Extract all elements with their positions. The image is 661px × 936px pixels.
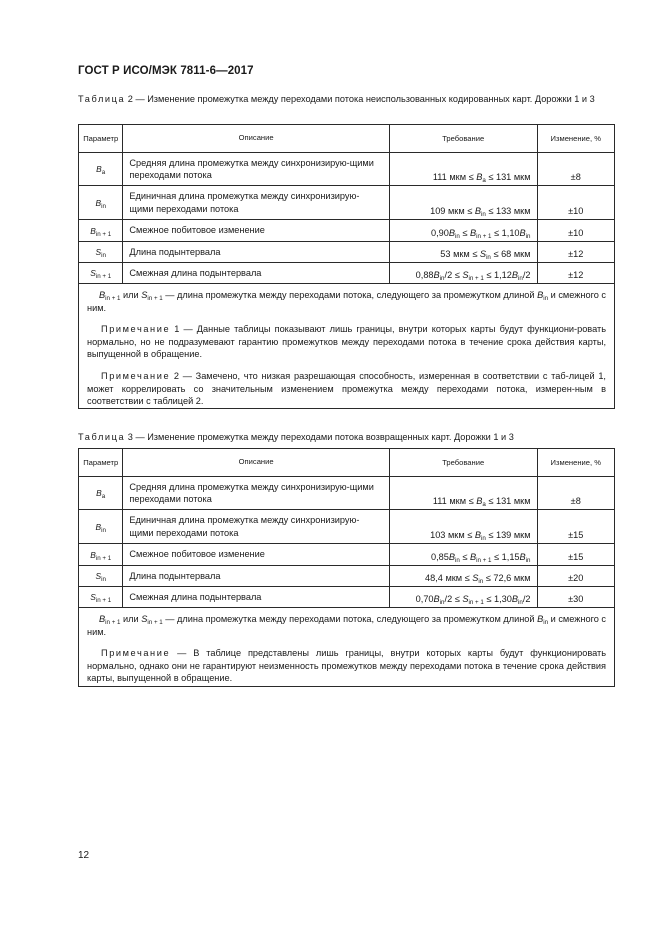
table-row bbox=[79, 544, 615, 566]
param-cell: $B_{in + 1}$ bbox=[79, 544, 123, 566]
param-cell: $S_{in}$ bbox=[79, 566, 123, 587]
table3-caption-prefix: Таблица bbox=[78, 432, 126, 442]
table2-notes bbox=[79, 284, 615, 409]
table3-header-change: Изменение, % bbox=[537, 449, 614, 477]
req-cell: 103 мкм ≤ $B_{in} \le 139$ мкм bbox=[389, 510, 537, 544]
table2-note-main: $B_{in + 1}$ или $S_{in + 1}$ — длина промежутка между переходами потока, следующего за промежутком длиной $B_{in}$ и смежного с ним. bbox=[87, 290, 606, 313]
req-cell: 111 мкм ≤ $B_a \le 131$ мкм bbox=[389, 477, 537, 510]
desc-cell: Средняя длина промежутка между синхронизирую-щими переходами потока bbox=[123, 153, 389, 186]
page-number: 12 bbox=[78, 850, 90, 861]
table2-header-desc: Описание bbox=[123, 125, 389, 153]
table2-caption-prefix: Таблица bbox=[78, 94, 126, 104]
desc-cell: Смежное побитовое изменение bbox=[123, 220, 389, 242]
table2-header-change: Изменение, % bbox=[537, 125, 614, 153]
table-row bbox=[79, 510, 615, 544]
table-row bbox=[79, 220, 615, 242]
change-cell: ±15 bbox=[537, 544, 614, 566]
param-cell: $S_{in + 1}$ bbox=[79, 587, 123, 608]
table-row bbox=[79, 477, 615, 510]
desc-cell: Длина подынтервала bbox=[123, 242, 389, 263]
change-cell: ±8 bbox=[537, 153, 614, 186]
param-cell: $B_{in}$ bbox=[79, 510, 123, 544]
change-cell: ±10 bbox=[537, 186, 614, 220]
change-cell: ±10 bbox=[537, 220, 614, 242]
table3-caption bbox=[78, 431, 615, 444]
table3-header-param: Параметр bbox=[79, 449, 123, 477]
req-cell: 111 мкм ≤ $B_a \le 131$ мкм bbox=[389, 153, 537, 186]
desc-cell: Смежная длина подынтервала bbox=[123, 263, 389, 284]
req-cell: $0,70B_{in}/2 \le S_{in + 1} \le 1,30B_{in}/2$ bbox=[389, 587, 537, 608]
req-cell: 53 мкм ≤ $S_{in} \le 68$ мкм bbox=[389, 242, 537, 263]
table2-caption bbox=[78, 93, 615, 106]
change-cell: ±15 bbox=[537, 510, 614, 544]
table-row bbox=[79, 242, 615, 263]
req-cell: 48,4 мкм ≤ $S_{in} \le 72,6$ мкм bbox=[389, 566, 537, 587]
table2-header-req: Требование bbox=[389, 125, 537, 153]
desc-cell: Смежное побитовое изменение bbox=[123, 544, 389, 566]
table2 bbox=[78, 124, 615, 409]
table2-note-2: Примечание 2 — Замечено, что низкая разрешающая способность, измеренная в соответствии с таб-лицей 1, может коррелировать со значительным изменением промежутка между переходами потока, измерен-ным в соответствии с таблицей 2. bbox=[87, 370, 606, 407]
change-cell: ±20 bbox=[537, 566, 614, 587]
req-cell: 109 мкм ≤ $B_{in} \le 133$ мкм bbox=[389, 186, 537, 220]
table2-note-1: Примечание 1 — Данные таблицы показывают лишь границы, внутри которых карты будут функциони-ровать нормально, но не подразумевают гарантию промежутков между переходами потока в течение срока действия карты, выпущенной в обращение. bbox=[87, 324, 606, 360]
param-cell: $S_{in}$ bbox=[79, 242, 123, 263]
param-cell: $S_{in + 1}$ bbox=[79, 263, 123, 284]
desc-cell: Единичная длина промежутка между синхронизирую-щими переходами потока bbox=[123, 510, 389, 544]
table-row bbox=[79, 566, 615, 587]
change-cell: ±12 bbox=[537, 242, 614, 263]
table2-caption-text: 2 — Изменение промежутка между переходами потока неиспользованных кодированных карт. Дорожки 1 и 3 bbox=[125, 94, 595, 104]
table3-note: Примечание — В таблице представлены лишь границы, внутри которых карты будут функционировать нормально, однако они не гарантируют неизменность промежутков между переходами потока в течение срока действия карты, выпущенной в обращение. bbox=[87, 648, 606, 684]
table3-header-row bbox=[79, 449, 615, 477]
table3-header-req: Требование bbox=[389, 449, 537, 477]
table3-header-desc: Описание bbox=[123, 449, 389, 477]
req-cell: $0,85B_{in} \le B_{in + 1} \le 1,15B_{in}$ bbox=[389, 544, 537, 566]
table3-note-main: $B_{in + 1}$ или $S_{in + 1}$ — длина промежутка между переходами потока, следующего за промежутком длиной $B_{in}$ и смежного с ним. bbox=[87, 614, 606, 637]
table-row bbox=[79, 587, 615, 608]
param-cell: $B_{in}$ bbox=[79, 186, 123, 220]
document-header: ГОСТ Р ИСО/МЭК 7811-6—2017 bbox=[78, 65, 254, 77]
table2-header-row bbox=[79, 125, 615, 153]
table3-caption-text: 3 — Изменение промежутка между переходами потока возвращенных карт. Дорожки 1 и 3 bbox=[125, 432, 514, 442]
table-row bbox=[79, 186, 615, 220]
table-row bbox=[79, 153, 615, 186]
table2-header-param: Параметр bbox=[79, 125, 123, 153]
change-cell: ±12 bbox=[537, 263, 614, 284]
change-cell: ±8 bbox=[537, 477, 614, 510]
desc-cell: Единичная длина промежутка между синхронизирую-щими переходами потока bbox=[123, 186, 389, 220]
table3-notes bbox=[79, 608, 615, 687]
param-cell: $B_{in + 1}$ bbox=[79, 220, 123, 242]
table2-notes-row bbox=[79, 284, 615, 409]
param-cell: $B_a$ bbox=[79, 153, 123, 186]
param-cell: $B_a$ bbox=[79, 477, 123, 510]
change-cell: ±30 bbox=[537, 587, 614, 608]
table-row bbox=[79, 263, 615, 284]
table3 bbox=[78, 448, 615, 687]
desc-cell: Средняя длина промежутка между синхронизирую-щими переходами потока bbox=[123, 477, 389, 510]
desc-cell: Длина подынтервала bbox=[123, 566, 389, 587]
req-cell: $0,90B_{in} \le B_{in + 1} \le 1,10B_{in}$ bbox=[389, 220, 537, 242]
table3-notes-row bbox=[79, 608, 615, 687]
req-cell: $0,88B_{in}/2 \le S_{in + 1} \le 1,12B_{in}/2$ bbox=[389, 263, 537, 284]
desc-cell: Смежная длина подынтервала bbox=[123, 587, 389, 608]
